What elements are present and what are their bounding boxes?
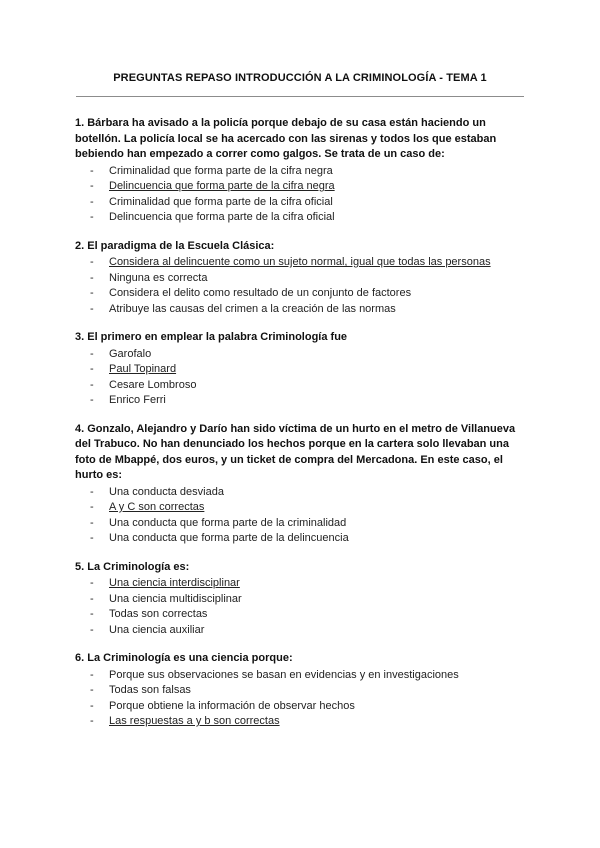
answer-option <box>75 210 530 226</box>
dash-bullet-icon: - <box>90 256 94 268</box>
answer-option-correct <box>75 362 530 378</box>
answer-option-text: Porque obtiene la información de observar hechos <box>109 699 355 712</box>
answer-option <box>75 607 530 623</box>
answer-option-text: Considera al delincuente como un sujeto normal, igual que todas las personas <box>109 256 491 268</box>
answer-option <box>75 623 530 639</box>
answer-options <box>75 668 530 730</box>
answer-option <box>75 531 530 547</box>
answer-option-text: Una ciencia auxiliar <box>109 623 205 636</box>
answer-option <box>75 378 530 394</box>
answer-option-text: Paul Topinard <box>109 363 177 375</box>
dash-bullet-icon: - <box>90 195 94 208</box>
answer-options <box>75 255 530 317</box>
dash-bullet-icon: - <box>90 592 94 605</box>
dash-bullet-icon: - <box>90 668 94 681</box>
question-text: 6. La Criminología es una ciencia porque: <box>75 652 293 664</box>
answer-option-text: Todas son correctas <box>109 608 208 620</box>
answer-option-text: Ninguna es correcta <box>109 271 208 284</box>
title-divider <box>76 96 524 97</box>
dash-bullet-icon: - <box>90 501 94 513</box>
answer-option-text: Una ciencia multidisciplinar <box>109 592 242 605</box>
dash-bullet-icon: - <box>90 287 94 299</box>
document-title: PREGUNTAS REPASO INTRODUCCIÓN A LA CRIMINOLOGÍA - TEMA 1 <box>113 72 487 84</box>
answer-option-text: Enrico Ferri <box>109 394 166 406</box>
answer-option-correct <box>75 255 530 271</box>
answer-option-text: Una conducta que forma parte de la delincuencia <box>109 532 349 544</box>
answer-option-text: Delincuencia que forma parte de la cifra oficial <box>109 211 335 223</box>
dash-bullet-icon: - <box>90 577 94 589</box>
answer-option <box>75 485 530 501</box>
answer-option-text: Una ciencia interdisciplinar <box>109 577 240 589</box>
dash-bullet-icon: - <box>90 608 94 620</box>
answer-option-text: A y C son correctas <box>109 501 205 513</box>
answer-option <box>75 302 530 318</box>
answer-option-text: Criminalidad que forma parte de la cifra oficial <box>109 195 333 208</box>
answer-options <box>75 347 530 409</box>
question-5 <box>75 560 530 639</box>
question-6 <box>75 651 530 730</box>
answer-option-text: Todas son falsas <box>109 684 191 696</box>
answer-option <box>75 683 530 699</box>
answer-options <box>75 576 530 638</box>
dash-bullet-icon: - <box>90 623 94 636</box>
dash-bullet-icon: - <box>90 302 94 315</box>
question-3 <box>75 330 530 409</box>
answer-option <box>75 195 530 211</box>
dash-bullet-icon: - <box>90 211 94 223</box>
question-text: 2. El paradigma de la Escuela Clásica: <box>75 239 275 252</box>
answer-option-text: Porque sus observaciones se basan en evidencias y en investigaciones <box>109 668 459 681</box>
answer-option-correct <box>75 179 530 195</box>
dash-bullet-icon: - <box>90 394 94 406</box>
answer-option-text: Las respuestas a y b son correctas <box>109 715 280 727</box>
answer-option <box>75 164 530 180</box>
answer-option <box>75 668 530 684</box>
dash-bullet-icon: - <box>90 180 94 192</box>
dash-bullet-icon: - <box>90 532 94 544</box>
question-list <box>75 116 530 743</box>
answer-option-text: Cesare Lombroso <box>109 378 197 391</box>
dash-bullet-icon: - <box>90 347 94 360</box>
answer-option-correct <box>75 576 530 592</box>
dash-bullet-icon: - <box>90 684 94 696</box>
answer-options <box>75 485 530 547</box>
answer-option-text: Criminalidad que forma parte de la cifra negra <box>109 164 333 177</box>
dash-bullet-icon: - <box>90 378 94 391</box>
dash-bullet-icon: - <box>90 164 94 177</box>
dash-bullet-icon: - <box>90 699 94 712</box>
answer-option-text: Garofalo <box>109 347 152 360</box>
answer-option <box>75 393 530 409</box>
answer-option-text: Considera el delito como resultado de un conjunto de factores <box>109 287 412 299</box>
answer-option-text: Una conducta que forma parte de la criminalidad <box>109 516 347 529</box>
dash-bullet-icon: - <box>90 715 94 727</box>
dash-bullet-icon: - <box>90 271 94 284</box>
question-4 <box>75 422 530 547</box>
question-text: 4. Gonzalo, Alejandro y Darío han sido víctima de un hurto en el metro de Villanueva del Trabuco. No han denunciado los hechos porque en la cartera solo llevaban una foto de Mbappé, dos euros, y un ticket de compra del Mercadona. En este caso, el hurto es: <box>75 422 516 481</box>
answer-option-text: Delincuencia que forma parte de la cifra negra <box>109 180 335 192</box>
question-2 <box>75 239 530 318</box>
question-1 <box>75 116 530 226</box>
answer-option <box>75 699 530 715</box>
dash-bullet-icon: - <box>90 363 94 375</box>
answer-option-text: Una conducta desviada <box>109 485 224 498</box>
answer-options <box>75 164 530 226</box>
answer-option-correct <box>75 500 530 516</box>
answer-option-correct <box>75 714 530 730</box>
answer-option <box>75 516 530 532</box>
dash-bullet-icon: - <box>90 485 94 498</box>
dash-bullet-icon: - <box>90 516 94 529</box>
question-text: 3. El primero en emplear la palabra Criminología fue <box>75 331 348 343</box>
question-text: 5. La Criminología es: <box>75 560 190 573</box>
answer-option <box>75 286 530 302</box>
answer-option <box>75 347 530 363</box>
answer-option <box>75 271 530 287</box>
answer-option <box>75 592 530 608</box>
question-text: 1. Bárbara ha avisado a la policía porque debajo de su casa están haciendo un botellón. La policía local se ha acercado con las sirenas y todos los que estaban bebiendo han empezado a correr como galgos. Se trata de un caso de: <box>75 117 497 160</box>
answer-option-text: Atribuye las causas del crimen a la creación de las normas <box>109 302 396 315</box>
